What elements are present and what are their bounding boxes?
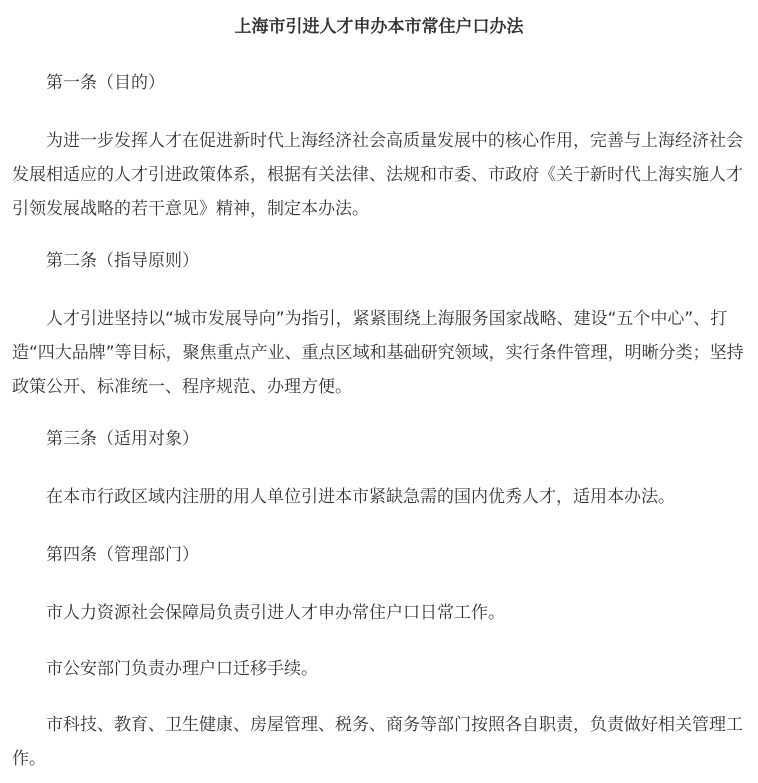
article-4-body-3: 市科技、教育、卫生健康、房屋管理、税务、商务等部门按照各自职责，负责做好相关管理工作。 [12,715,743,769]
article-3-heading: 第三条（适用对象） [46,429,199,449]
article-4-body-2: 市公安部门负责办理户口迁移手续。 [46,659,318,679]
article-4-heading: 第四条（管理部门） [46,545,199,565]
article-2-heading: 第二条（指导原则） [46,251,199,271]
document-title: 上海市引进人才申办本市常住户口办法 [234,17,524,37]
article-2-body: 人才引进坚持以“城市发展导向”为指引，紧紧围绕上海服务国家战略、建设“五个中心”、打造“四大品牌”等目标，聚焦重点产业、重点区域和基础研究领域，实行条件管理，明晰分类；坚持政策公开、标准统一、程序规范、办理方便。 [12,309,744,397]
article-4-body-1: 市人力资源社会保障局负责引进人才申办常住户口日常工作。 [46,603,505,623]
article-3-body: 在本市行政区域内注册的用人单位引进本市紧缺急需的国内优秀人才，适用本办法。 [46,487,675,507]
article-1-heading: 第一条（目的） [46,73,165,93]
article-1-body: 为进一步发挥人才在促进新时代上海经济社会高质量发展中的核心作用，完善与上海经济社会发展相适应的人才引进政策体系，根据有关法律、法规和市委、市政府《关于新时代上海实施人才引领发展战略的若干意见》精神，制定本办法。 [12,131,743,219]
